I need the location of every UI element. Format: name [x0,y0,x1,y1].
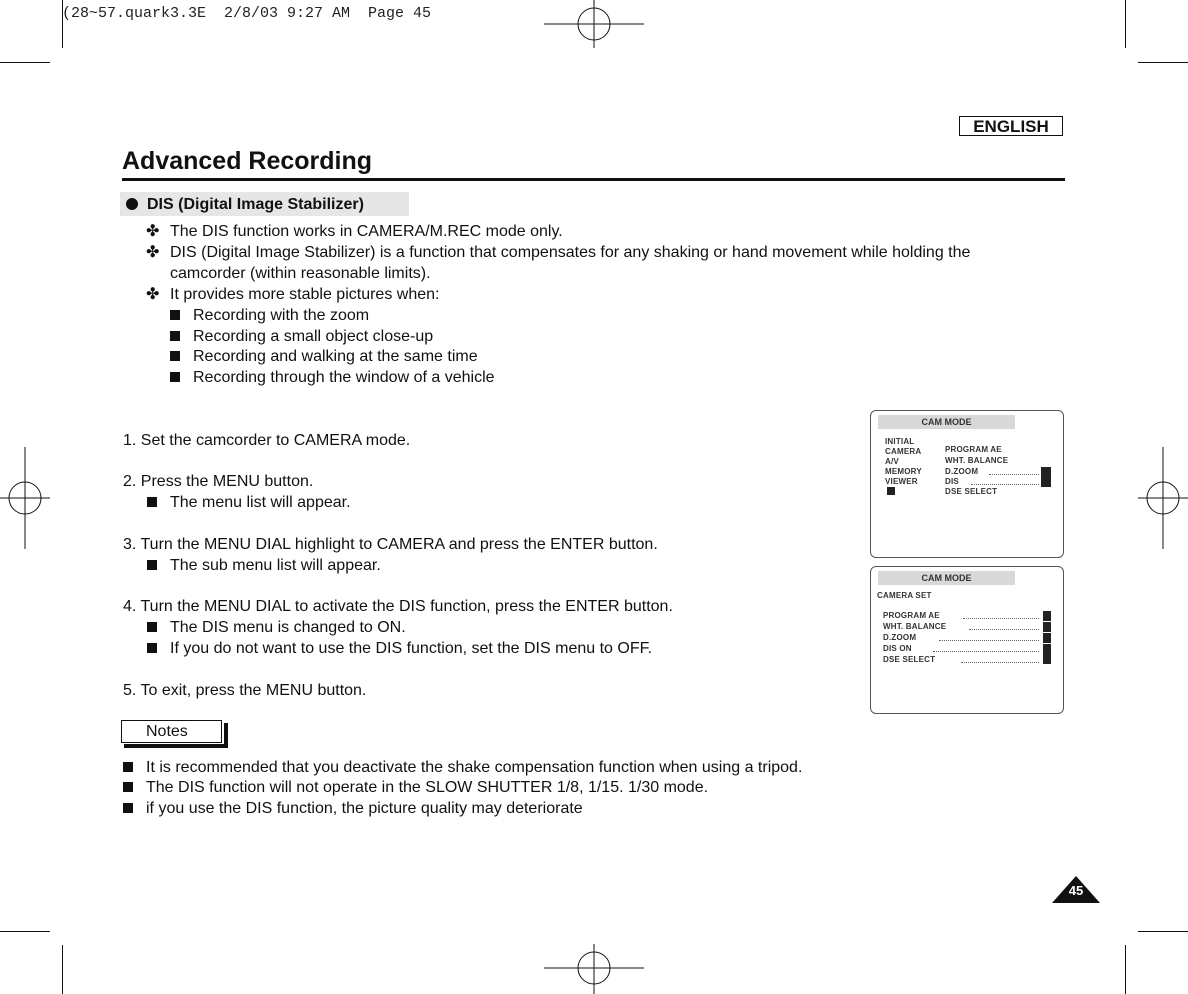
step-3: 3. Turn the MENU DIAL highlight to CAMERA and press the ENTER button. [123,536,658,553]
square-bullet-icon [147,497,157,507]
screen-value-icon [1043,656,1051,664]
screen-leader-dots [961,662,1039,663]
screen-header: CAM MODE [878,415,1015,429]
screen-submenu-item: DSE SELECT [945,487,998,496]
screen-submenu-item: D.ZOOM [945,467,979,476]
screen-menu-item: MEMORY [885,467,922,476]
screen-menu-item: VIEWER [885,477,918,486]
square-bullet-icon [147,560,157,570]
square-bullet-icon [147,622,157,632]
bullet-dot-icon [126,198,138,210]
sub-item: Recording a small object close-up [170,327,433,347]
square-bullet-icon [123,762,133,772]
notes-shadow [124,744,228,748]
crop-mark [0,931,50,932]
section-bullet: ✤ DIS (Digital Image Stabilizer) is a function that compensates for any shaking or hand movement while holding the [146,244,971,261]
menu-screen-1 [870,410,1064,558]
screen-menu-item: A/V [885,457,899,466]
square-bullet-icon [123,803,133,813]
language-badge: ENGLISH [959,116,1063,136]
crop-mark [1125,0,1126,48]
screen-value-icon [1041,467,1051,477]
screen-leader-dots [933,651,1039,652]
bullet-marker-icon: ✤ [146,244,160,261]
step-5: 5. To exit, press the MENU button. [123,682,367,699]
crop-mark [62,945,63,994]
square-bullet-icon [170,310,180,320]
notes-label: Notes [121,720,222,743]
section-heading [120,192,409,216]
screen-setting-item: PROGRAM AE [883,611,940,620]
square-bullet-icon [170,331,180,341]
screen-submenu-item: PROGRAM AE [945,445,1002,454]
screen-setting-item: D.ZOOM [883,633,917,642]
square-bullet-icon [170,351,180,361]
screen-value-icon [1041,477,1051,487]
square-bullet-icon [147,643,157,653]
note-item: The DIS function will not operate in the SLOW SHUTTER 1/8, 1/15. 1/30 mode. [123,778,708,798]
screen-setting-item: WHT. BALANCE [883,622,947,631]
registration-mark-left [0,447,50,549]
screen-setting-item: DSE SELECT [883,655,936,664]
step-sub-item: The menu list will appear. [147,493,351,513]
step-sub-item: The sub menu list will appear. [147,556,381,576]
screen-leader-dots [969,629,1039,630]
bullet-marker-icon: ✤ [146,286,160,303]
page-number: 45 [1068,883,1084,898]
sub-item: Recording and walking at the same time [170,347,478,367]
step-2: 2. Press the MENU button. [123,473,314,490]
menu-screen-2 [870,566,1064,714]
screen-value-icon [1043,644,1051,656]
screen-subtitle: CAMERA SET [877,591,932,600]
step-sub-item: The DIS menu is changed to ON. [147,618,406,638]
screen-submenu-item: WHT. BALANCE [945,456,1009,465]
section-bullet-continuation: camcorder (within reasonable limits). [170,265,431,282]
page-title: Advanced Recording [122,147,373,175]
note-item: It is recommended that you deactivate the shake compensation function when using a tripod. [123,758,802,778]
title-rule [122,178,1065,181]
registration-mark-top [544,0,644,50]
crop-mark [0,62,50,63]
bullet-marker-icon: ✤ [146,223,160,240]
note-item: if you use the DIS function, the picture quality may deteriorate [123,799,583,819]
screen-value-icon [1043,611,1051,621]
registration-mark-bottom [544,944,644,994]
step-sub-item: If you do not want to use the DIS function, set the DIS menu to OFF. [147,639,652,659]
screen-leader-dots [963,618,1039,619]
crop-mark [1138,931,1188,932]
screen-leader-dots [939,640,1039,641]
sub-item: Recording through the window of a vehicle [170,368,495,388]
section-bullet: ✤ The DIS function works in CAMERA/M.REC mode only. [146,223,563,240]
section-heading-text: DIS (Digital Image Stabilizer) [147,196,364,213]
section-bullet: ✤ It provides more stable pictures when: [146,286,440,303]
square-bullet-icon [123,782,133,792]
screen-menu-item-selected: CAMERA [885,447,922,456]
screen-icon [887,487,895,495]
registration-mark-right [1138,447,1188,549]
screen-leader-dots [989,474,1039,475]
screen-header: CAM MODE [878,571,1015,585]
screen-submenu-item: DIS [945,477,959,486]
crop-mark [1138,62,1188,63]
print-slug: (28~57.quark3.3E 2/8/03 9:27 AM Page 45 [62,5,432,22]
screen-menu-item: INITIAL [885,437,915,446]
crop-mark [1125,945,1126,994]
screen-leader-dots [971,484,1039,485]
step-1: 1. Set the camcorder to CAMERA mode. [123,432,411,449]
screen-value-icon [1043,633,1051,643]
screen-setting-item-selected: DIS ON [883,644,912,653]
sub-item: Recording with the zoom [170,306,369,326]
step-4: 4. Turn the MENU DIAL to activate the DIS function, press the ENTER button. [123,598,673,615]
screen-value-icon [1043,622,1051,632]
square-bullet-icon [170,372,180,382]
